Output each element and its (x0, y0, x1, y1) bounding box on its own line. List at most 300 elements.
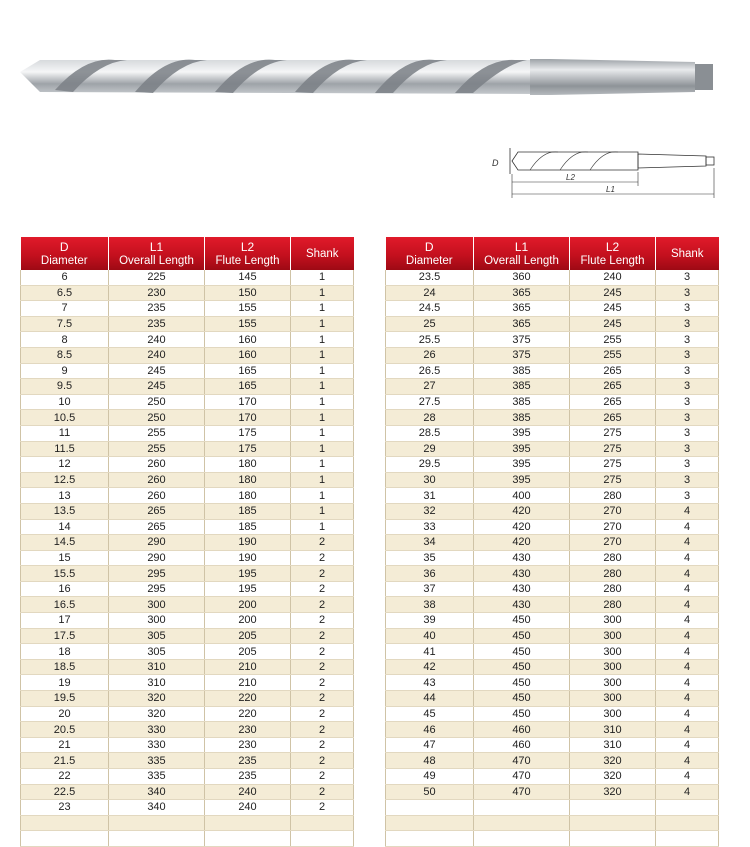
cell-shank: 3 (656, 425, 719, 441)
cell-diameter: 6.5 (21, 285, 109, 301)
cell-shank: 1 (291, 270, 354, 285)
cell-shank: 1 (291, 472, 354, 488)
cell-overall-length: 450 (474, 613, 570, 629)
table-row (386, 316, 719, 332)
table-row (21, 550, 354, 566)
cell-shank: 4 (656, 659, 719, 675)
cell-flute-length: 185 (205, 519, 291, 535)
cell-shank: 3 (656, 394, 719, 410)
cell-overall-length: 320 (109, 691, 205, 707)
table-row (386, 425, 719, 441)
cell-diameter: 28 (386, 410, 474, 426)
cell-overall-length: 395 (474, 457, 570, 473)
cell-overall-length: 360 (474, 270, 570, 285)
cell-flute-length: 200 (205, 613, 291, 629)
table-row (21, 425, 354, 441)
cell-diameter: 9.5 (21, 379, 109, 395)
cell-overall-length: 375 (474, 332, 570, 348)
cell-overall-length: 260 (109, 472, 205, 488)
cell-shank (291, 831, 354, 847)
cell-diameter: 13.5 (21, 503, 109, 519)
cell-shank: 2 (291, 628, 354, 644)
cell-diameter: 11 (21, 425, 109, 441)
cell-flute-length: 230 (205, 722, 291, 738)
table-row (386, 644, 719, 660)
cell-overall-length: 365 (474, 301, 570, 317)
cell-overall-length: 385 (474, 379, 570, 395)
cell-flute-length: 200 (205, 597, 291, 613)
table-row (21, 363, 354, 379)
cell-overall-length: 395 (474, 472, 570, 488)
cell-overall-length: 255 (109, 425, 205, 441)
cell-flute-length: 185 (205, 503, 291, 519)
cell-overall-length: 265 (109, 519, 205, 535)
cell-diameter: 17 (21, 613, 109, 629)
table-row (21, 472, 354, 488)
cell-diameter: 36 (386, 566, 474, 582)
cell-shank: 1 (291, 347, 354, 363)
table-row (21, 659, 354, 675)
spec-table-right (385, 237, 719, 847)
cell-overall-length: 420 (474, 503, 570, 519)
cell-flute-length: 270 (570, 519, 656, 535)
cell-flute-length: 175 (205, 441, 291, 457)
cell-shank: 3 (656, 410, 719, 426)
cell-overall-length: 305 (109, 644, 205, 660)
table-row (386, 457, 719, 473)
cell-shank: 1 (291, 285, 354, 301)
cell-diameter: 22 (21, 769, 109, 785)
cell-flute-length: 175 (205, 425, 291, 441)
cell-diameter: 21 (21, 737, 109, 753)
table-row (386, 394, 719, 410)
cell-overall-length: 430 (474, 581, 570, 597)
cell-diameter: 31 (386, 488, 474, 504)
cell-diameter: 9 (21, 363, 109, 379)
cell-shank: 3 (656, 285, 719, 301)
cell-flute-length: 300 (570, 706, 656, 722)
cell-overall-length (474, 800, 570, 816)
table-row (21, 316, 354, 332)
cell-shank: 1 (291, 441, 354, 457)
cell-diameter: 8 (21, 332, 109, 348)
table-row (386, 488, 719, 504)
header-row (21, 237, 354, 270)
cell-shank: 3 (656, 332, 719, 348)
cell-shank: 1 (291, 332, 354, 348)
table-row (386, 581, 719, 597)
cell-diameter: 14 (21, 519, 109, 535)
cell-overall-length: 430 (474, 550, 570, 566)
cell-diameter: 45 (386, 706, 474, 722)
cell-diameter: 50 (386, 784, 474, 800)
cell-overall-length: 470 (474, 769, 570, 785)
cell-shank: 1 (291, 394, 354, 410)
cell-diameter (386, 831, 474, 847)
cell-flute-length: 300 (570, 691, 656, 707)
table-row (21, 285, 354, 301)
table-row (21, 301, 354, 317)
cell-shank (291, 815, 354, 831)
cell-overall-length: 450 (474, 691, 570, 707)
table-row (386, 441, 719, 457)
cell-overall-length: 340 (109, 784, 205, 800)
table-row (386, 363, 719, 379)
cell-diameter: 32 (386, 503, 474, 519)
cell-shank: 4 (656, 613, 719, 629)
cell-shank: 3 (656, 363, 719, 379)
cell-shank: 4 (656, 503, 719, 519)
cell-flute-length: 310 (570, 737, 656, 753)
cell-shank: 2 (291, 566, 354, 582)
cell-shank: 1 (291, 410, 354, 426)
table-row (21, 488, 354, 504)
cell-diameter: 12 (21, 457, 109, 473)
cell-overall-length: 290 (109, 535, 205, 551)
cell-diameter: 19.5 (21, 691, 109, 707)
cell-flute-length: 275 (570, 441, 656, 457)
cell-diameter: 27 (386, 379, 474, 395)
cell-diameter: 7 (21, 301, 109, 317)
cell-shank: 2 (291, 769, 354, 785)
cell-flute-length: 300 (570, 659, 656, 675)
drill-bit-photo (15, 42, 735, 112)
cell-overall-length: 420 (474, 519, 570, 535)
cell-diameter: 18 (21, 644, 109, 660)
cell-shank: 3 (656, 472, 719, 488)
cell-shank: 4 (656, 691, 719, 707)
cell-flute-length: 165 (205, 379, 291, 395)
table-row (386, 722, 719, 738)
table-row (21, 347, 354, 363)
cell-shank: 1 (291, 519, 354, 535)
table-row (386, 301, 719, 317)
header-shank: Shank (656, 237, 719, 270)
cell-overall-length: 255 (109, 441, 205, 457)
cell-overall-length: 250 (109, 394, 205, 410)
cell-overall-length: 320 (109, 706, 205, 722)
cell-shank: 2 (291, 550, 354, 566)
cell-overall-length (474, 831, 570, 847)
cell-shank: 2 (291, 581, 354, 597)
cell-flute-length: 280 (570, 488, 656, 504)
table-row (21, 332, 354, 348)
cell-flute-length: 280 (570, 550, 656, 566)
cell-flute-length: 220 (205, 706, 291, 722)
cell-diameter: 22.5 (21, 784, 109, 800)
cell-shank: 3 (656, 457, 719, 473)
cell-overall-length: 400 (474, 488, 570, 504)
cell-diameter: 26 (386, 347, 474, 363)
cell-diameter: 37 (386, 581, 474, 597)
cell-shank: 2 (291, 706, 354, 722)
cell-flute-length: 280 (570, 581, 656, 597)
cell-diameter: 34 (386, 535, 474, 551)
cell-shank: 3 (656, 316, 719, 332)
cell-diameter: 13 (21, 488, 109, 504)
cell-diameter: 27.5 (386, 394, 474, 410)
cell-shank: 3 (656, 270, 719, 285)
table-row (21, 613, 354, 629)
cell-shank: 3 (656, 347, 719, 363)
cell-overall-length (474, 815, 570, 831)
header-flute-length: L2 Flute Length (205, 237, 291, 270)
cell-diameter: 42 (386, 659, 474, 675)
cell-diameter: 17.5 (21, 628, 109, 644)
cell-diameter: 24.5 (386, 301, 474, 317)
cell-overall-length: 450 (474, 628, 570, 644)
cell-shank: 4 (656, 769, 719, 785)
cell-overall-length: 245 (109, 363, 205, 379)
cell-diameter: 44 (386, 691, 474, 707)
cell-shank: 2 (291, 613, 354, 629)
cell-overall-length: 450 (474, 644, 570, 660)
cell-overall-length: 470 (474, 753, 570, 769)
cell-diameter: 29.5 (386, 457, 474, 473)
cell-flute-length: 235 (205, 753, 291, 769)
cell-diameter: 26.5 (386, 363, 474, 379)
cell-diameter: 6 (21, 270, 109, 285)
cell-shank: 1 (291, 503, 354, 519)
cell-overall-length: 335 (109, 769, 205, 785)
cell-overall-length: 330 (109, 722, 205, 738)
cell-flute-length: 160 (205, 347, 291, 363)
cell-shank: 4 (656, 566, 719, 582)
cell-shank: 3 (656, 301, 719, 317)
header-shank: Shank (291, 237, 354, 270)
table-row (21, 815, 354, 831)
cell-flute-length: 155 (205, 316, 291, 332)
cell-flute-length (205, 815, 291, 831)
table-row (21, 784, 354, 800)
cell-flute-length: 280 (570, 566, 656, 582)
diagram-l2-label: L2 (566, 173, 575, 182)
table-row (21, 535, 354, 551)
cell-diameter: 39 (386, 613, 474, 629)
cell-flute-length: 245 (570, 285, 656, 301)
cell-diameter (386, 800, 474, 816)
cell-overall-length: 235 (109, 316, 205, 332)
table-row (386, 675, 719, 691)
cell-flute-length: 170 (205, 394, 291, 410)
cell-overall-length: 300 (109, 613, 205, 629)
cell-flute-length: 320 (570, 753, 656, 769)
cell-shank: 4 (656, 519, 719, 535)
cell-diameter: 21.5 (21, 753, 109, 769)
cell-overall-length: 335 (109, 753, 205, 769)
cell-flute-length: 165 (205, 363, 291, 379)
table-row (21, 379, 354, 395)
cell-diameter: 48 (386, 753, 474, 769)
cell-flute-length: 195 (205, 581, 291, 597)
header-row (386, 237, 719, 270)
cell-shank: 2 (291, 675, 354, 691)
cell-flute-length: 180 (205, 457, 291, 473)
cell-shank: 3 (656, 441, 719, 457)
table-row (21, 831, 354, 847)
cell-overall-length: 260 (109, 488, 205, 504)
table-row (21, 737, 354, 753)
cell-flute-length: 300 (570, 675, 656, 691)
table-row (386, 800, 719, 816)
cell-diameter: 38 (386, 597, 474, 613)
cell-flute-length: 275 (570, 457, 656, 473)
cell-diameter: 14.5 (21, 535, 109, 551)
cell-overall-length: 330 (109, 737, 205, 753)
table-row (21, 628, 354, 644)
table-row (386, 503, 719, 519)
cell-shank: 1 (291, 363, 354, 379)
cell-overall-length: 385 (474, 394, 570, 410)
cell-shank: 4 (656, 722, 719, 738)
table-row (21, 722, 354, 738)
cell-shank: 1 (291, 301, 354, 317)
cell-shank (656, 815, 719, 831)
cell-flute-length: 155 (205, 301, 291, 317)
dimension-diagram (488, 136, 728, 206)
cell-flute-length (570, 800, 656, 816)
table-row (21, 706, 354, 722)
table-row (21, 410, 354, 426)
cell-diameter: 24 (386, 285, 474, 301)
cell-flute-length (205, 831, 291, 847)
cell-overall-length: 295 (109, 581, 205, 597)
cell-diameter: 11.5 (21, 441, 109, 457)
cell-overall-length: 365 (474, 285, 570, 301)
table-row (21, 503, 354, 519)
cell-flute-length: 210 (205, 659, 291, 675)
cell-overall-length: 235 (109, 301, 205, 317)
table-row (21, 675, 354, 691)
cell-overall-length: 430 (474, 566, 570, 582)
table-row (386, 332, 719, 348)
table-row (21, 800, 354, 816)
table-row (386, 347, 719, 363)
cell-flute-length: 255 (570, 332, 656, 348)
table-row (386, 628, 719, 644)
cell-shank: 2 (291, 753, 354, 769)
cell-flute-length: 265 (570, 410, 656, 426)
cell-diameter: 28.5 (386, 425, 474, 441)
cell-shank: 1 (291, 425, 354, 441)
table-row (21, 457, 354, 473)
cell-shank: 1 (291, 457, 354, 473)
cell-shank: 4 (656, 644, 719, 660)
cell-flute-length: 180 (205, 472, 291, 488)
cell-overall-length: 395 (474, 425, 570, 441)
cell-overall-length: 245 (109, 379, 205, 395)
cell-flute-length (570, 815, 656, 831)
cell-flute-length: 145 (205, 270, 291, 285)
cell-overall-length: 340 (109, 800, 205, 816)
cell-flute-length: 240 (570, 270, 656, 285)
cell-overall-length: 450 (474, 706, 570, 722)
cell-flute-length: 265 (570, 394, 656, 410)
cell-diameter: 25 (386, 316, 474, 332)
cell-shank: 4 (656, 597, 719, 613)
cell-flute-length: 265 (570, 363, 656, 379)
cell-diameter: 15.5 (21, 566, 109, 582)
cell-flute-length: 205 (205, 628, 291, 644)
table-row (386, 831, 719, 847)
cell-overall-length: 430 (474, 597, 570, 613)
cell-diameter: 18.5 (21, 659, 109, 675)
table-row (386, 737, 719, 753)
table-row (386, 566, 719, 582)
cell-flute-length: 245 (570, 301, 656, 317)
cell-shank: 4 (656, 550, 719, 566)
cell-shank: 4 (656, 581, 719, 597)
cell-diameter (21, 815, 109, 831)
cell-overall-length: 470 (474, 784, 570, 800)
cell-shank: 4 (656, 753, 719, 769)
cell-diameter: 40 (386, 628, 474, 644)
cell-diameter: 19 (21, 675, 109, 691)
cell-shank: 2 (291, 644, 354, 660)
cell-overall-length: 250 (109, 410, 205, 426)
table-row (386, 753, 719, 769)
table-row (386, 659, 719, 675)
cell-diameter: 12.5 (21, 472, 109, 488)
cell-shank: 2 (291, 691, 354, 707)
cell-diameter: 16 (21, 581, 109, 597)
table-row (21, 753, 354, 769)
diagram-l1-label: L1 (606, 185, 615, 194)
cell-diameter (386, 815, 474, 831)
cell-diameter: 23 (21, 800, 109, 816)
cell-overall-length: 385 (474, 363, 570, 379)
cell-shank: 2 (291, 535, 354, 551)
table-row (21, 581, 354, 597)
cell-flute-length: 300 (570, 628, 656, 644)
cell-flute-length: 240 (205, 784, 291, 800)
cell-diameter: 46 (386, 722, 474, 738)
table-row (21, 270, 354, 285)
cell-flute-length: 275 (570, 425, 656, 441)
cell-flute-length: 240 (205, 800, 291, 816)
cell-shank: 4 (656, 535, 719, 551)
header-flute-length: L2 Flute Length (570, 237, 656, 270)
cell-shank: 1 (291, 316, 354, 332)
table-row (386, 285, 719, 301)
table-row (386, 270, 719, 285)
cell-overall-length: 225 (109, 270, 205, 285)
diagram-d-label: D (492, 158, 499, 168)
cell-flute-length: 280 (570, 597, 656, 613)
cell-overall-length: 265 (109, 503, 205, 519)
cell-diameter: 8.5 (21, 347, 109, 363)
cell-diameter: 25.5 (386, 332, 474, 348)
cell-diameter: 30 (386, 472, 474, 488)
cell-flute-length: 265 (570, 379, 656, 395)
cell-flute-length: 300 (570, 644, 656, 660)
cell-flute-length: 190 (205, 535, 291, 551)
cell-overall-length: 230 (109, 285, 205, 301)
table-row (386, 535, 719, 551)
table-row (21, 441, 354, 457)
cell-shank (656, 800, 719, 816)
table-row (21, 597, 354, 613)
cell-flute-length: 150 (205, 285, 291, 301)
table-row (386, 410, 719, 426)
cell-diameter: 29 (386, 441, 474, 457)
cell-overall-length: 310 (109, 675, 205, 691)
cell-diameter: 47 (386, 737, 474, 753)
cell-flute-length: 180 (205, 488, 291, 504)
cell-flute-length: 300 (570, 613, 656, 629)
cell-flute-length: 270 (570, 535, 656, 551)
cell-diameter: 20 (21, 706, 109, 722)
